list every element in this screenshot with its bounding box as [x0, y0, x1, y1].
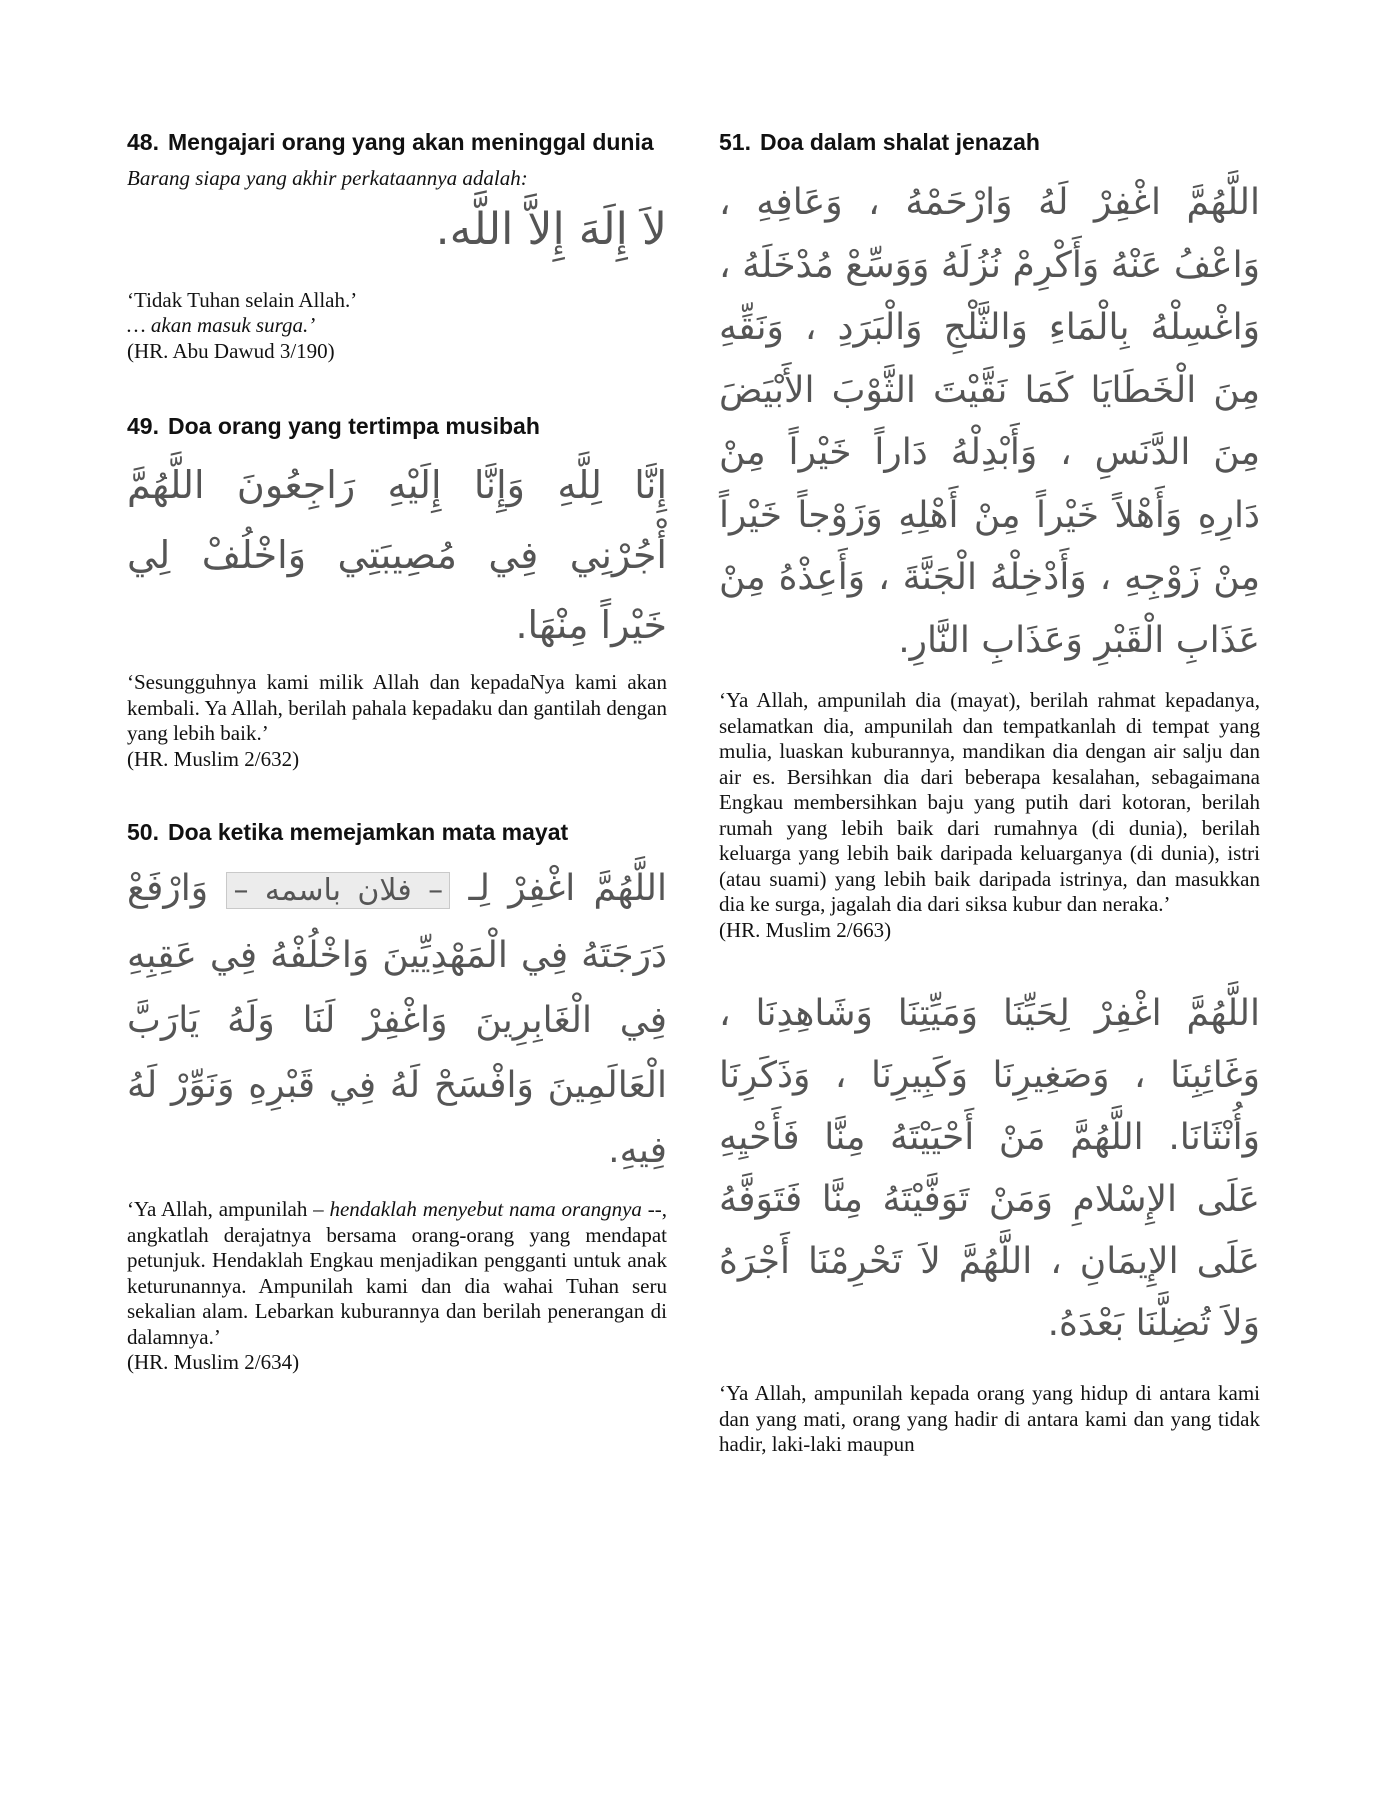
- section-50-translation: [127, 1197, 667, 1350]
- section-50-title: Doa ketika memejamkan mata mayat: [168, 819, 569, 845]
- section-50-translation-italic: hendaklah menyebut nama orangnya: [329, 1197, 642, 1221]
- section-48-number: 48.: [127, 129, 159, 155]
- section-50-translation-part1: ‘Ya Allah, ampunilah –: [127, 1197, 330, 1221]
- section-50-arabic-start: اللَّهُمَّ اغْفِرْ لِـ: [450, 868, 667, 909]
- section-51-source-1: (HR. Muslim 2/663): [719, 917, 892, 942]
- section-51-heading: [719, 128, 1260, 156]
- section-51-title: Doa dalam shalat jenazah: [760, 129, 1040, 155]
- section-48-title: Mengajari orang yang akan meninggal dunia: [168, 129, 654, 155]
- section-51-number: 51.: [719, 129, 751, 155]
- section-49-number: 49.: [127, 413, 159, 439]
- section-50-heading: [127, 818, 667, 846]
- section-49-source: (HR. Muslim 2/632): [127, 746, 300, 771]
- section-50-arabic-rest: وَارْفَعْ دَرَجَتَهُ فِي الْمَهْدِيِّينَ وَاخْلُفْهُ فِي عَقِبِهِ فِي الْغَابِرِينَ وَاغْفِرْ لَنَا وَلَهُ يَارَبَّ الْعَالَمِينَ وَافْسَحْ لَهُ فِي قَبْرِهِ وَنَوِّرْ لَهُ فِيهِ.: [127, 868, 667, 1171]
- section-48-arabic-text: لاَ إِلَهَ إِلاَّ اللَّه.: [435, 203, 667, 255]
- section-50-source: (HR. Muslim 2/634): [127, 1350, 300, 1374]
- section-49-arabic-text: إِنَّا لِلَّهِ وَإِنَّا إِلَيْهِ رَاجِعُونَ اللَّهُمَّ أْجُرْنِي فِي مُصِيبَتِي وَاخْلُفْ لِي خَيْراً مِنْهَا.: [127, 463, 667, 647]
- section-48-heading: [127, 128, 667, 156]
- section-51-arabic-text-2: اللَّهُمَّ اغْفِرْ لِحَيِّنَا وَمَيِّتِنَا وَشَاهِدِنَا ، وَغَائِبِنَا ، وَصَغِيرِنَا وَكَبِيرِنَا ، وَذَكَرِنَا وَأُنْثَانَا. اللَّهُمَّ مَنْ أَحْيَيْتَهُ مِنَّا فَأَحْيِهِ عَلَى الإِسْلامِ وَمَنْ تَوَفَّيْتَهُ مِنَّا فَتَوَفَّهُ عَلَى الإِيمَانِ ، اللَّهُمَّ لاَ تَحْرِمْنَا أَجْرَهُ وَلاَ تُضِلَّنَا بَعْدَهُ.: [719, 993, 1260, 1344]
- section-50-arabic-text: [127, 856, 667, 1183]
- section-48-translation: ‘Tidak Tuhan selain Allah.’: [127, 287, 358, 312]
- section-48-continuation: … akan masuk surga.’: [127, 313, 316, 337]
- right-column: [719, 128, 1260, 1458]
- section-51-translation-2: ‘Ya Allah, ampunilah kepada orang yang hidup di antara kami dan yang mati, orang yang hadir di antara kami dan yang tidak hadir, laki-laki maupun: [719, 1381, 1260, 1456]
- section-49-title: Doa orang yang tertimpa musibah: [168, 413, 540, 439]
- left-column: [127, 128, 667, 1376]
- section-51-arabic-text-1: اللَّهُمَّ اغْفِرْ لَهُ وَارْحَمْهُ ، وَعَافِهِ ، وَاعْفُ عَنْهُ وَأَكْرِمْ نُزُلَهُ وَوَسِّعْ مُدْخَلَهُ ، وَاغْسِلْهُ بِالْمَاءِ وَالثَّلْجِ وَالْبَرَدِ ، وَنَقِّهِ مِنَ الْخَطَايَا كَمَا نَقَّيْتَ الثَّوْبَ الأَبْيَضَ مِنَ الدَّنَسِ ، وَأَبْدِلْهُ دَاراً خَيْراً مِنْ دَارِهِ وَأَهْلاً خَيْراً مِنْ أَهْلِهِ وَزَوْجاً خَيْراً مِنْ زَوْجِهِ ، وَأَدْخِلْهُ الْجَنَّةَ ، وَأَعِذْهُ مِنْ عَذَابِ الْقَبْرِ وَعَذَابِ النَّارِ.: [719, 182, 1260, 661]
- section-49-translation: ‘Sesungguhnya kami milik Allah dan kepadaNya kami akan kembali. Ya Allah, berilah pahala kepadaku dan gantilah dengan yang lebih baik.’: [127, 670, 667, 745]
- section-51-translation-1: ‘Ya Allah, ampunilah dia (mayat), berilah rahmat kepadanya, selamatkan dia, ampunilah dan tempatkanlah di tempat yang mulia, luaskan kuburannya, mandikan dia dengan air salju dan air es. Bersihkan dia dari beberapa kesalahan, sebagaimana Engkau membersihkan baju yang putih dari kotoran, berilah rumah yang lebih baik dari rumahnya (di dunia), berilah keluarga yang lebih baik daripada keluarganya (di dunia), istri (atau suami) yang lebih baik daripada istrinya, dan masukkan dia ke surga, jagalah dia dari siksa kubur dan neraka.’: [719, 688, 1260, 916]
- name-placeholder-box: – فلان باسمه –: [226, 872, 450, 909]
- section-49-heading: [127, 412, 667, 440]
- section-48-intro: Barang siapa yang akhir perkataannya adalah:: [127, 166, 528, 190]
- section-48-source: (HR. Abu Dawud 3/190): [127, 338, 335, 363]
- section-50-translation-part2: --, angkatlah derajatnya bersama orang-orang yang mendapat petunjuk. Hendaklah Engkau menjadikan pengganti untuk anak keturunannya. Ampunilah kami dan dia wahai Tuhan seru sekalian alam. Lebarkan kuburannya dan berilah penerangan di dalamnya.’: [127, 1197, 667, 1349]
- section-50-number: 50.: [127, 819, 159, 845]
